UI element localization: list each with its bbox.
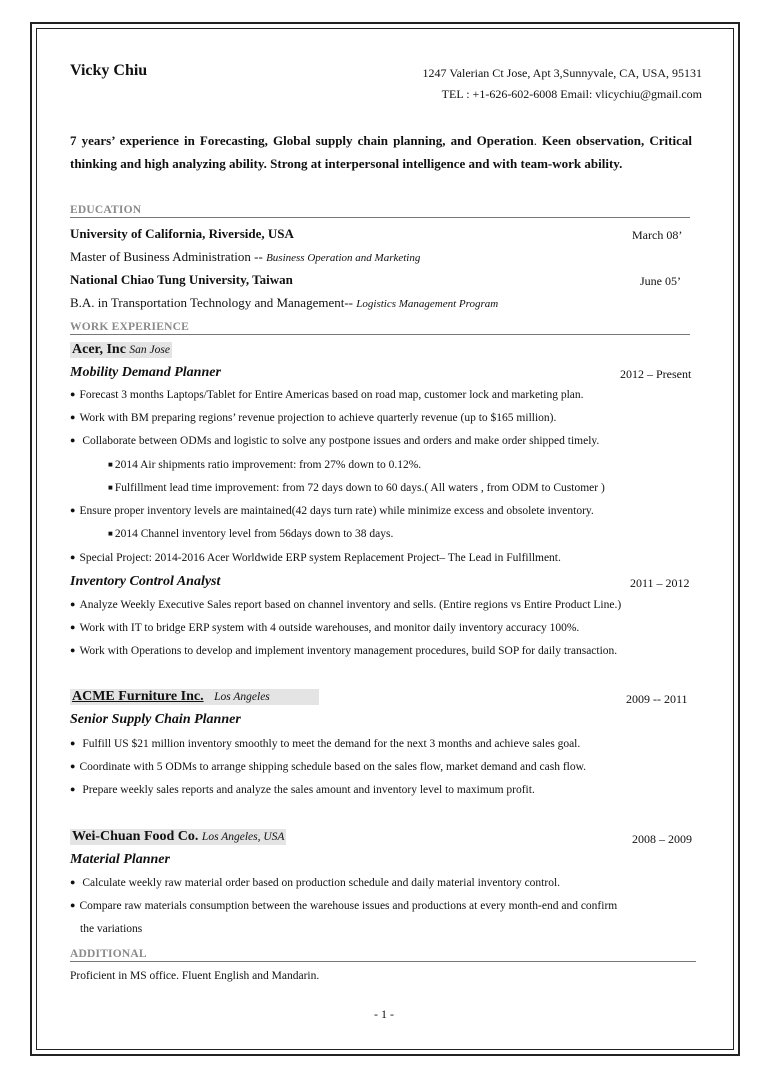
weichuan-bullet-1-text: Calculate weekly raw material order based on production schedule and daily material inventory control. xyxy=(79,877,561,889)
candidate-name: Vicky Chiu xyxy=(70,62,148,79)
acme-location: Los Angeles xyxy=(214,691,270,703)
acer-bullet-1 xyxy=(70,389,584,401)
bullet-icon: ● xyxy=(70,435,76,445)
acer-bullet-1-text: Forecast 3 months Laptops/Tablet for Entire Americas based on road map, customer lock and marketing plan. xyxy=(79,389,584,401)
weichuan-bullet-2-continuation: the variations xyxy=(80,923,143,935)
page-number: - 1 - xyxy=(374,1007,394,1021)
acer-bullet-2 xyxy=(70,412,556,424)
school-2-name: National Chiao Tung University, Taiwan xyxy=(70,272,293,287)
acer-company-name: Acer, Inc xyxy=(72,342,126,357)
acer-bullet-5 xyxy=(70,552,561,564)
bullet-icon: ● xyxy=(70,622,76,632)
bullet-icon: ● xyxy=(70,599,76,609)
additional-heading: ADDITIONAL xyxy=(70,947,696,962)
acme-company xyxy=(70,689,319,705)
additional-text: Proficient in MS office. Fluent English and Mandarin. xyxy=(70,970,320,982)
acer-bullet-4-text: Ensure proper inventory levels are maintained(42 days turn rate) while minimize excess and obsolete inventory. xyxy=(79,505,594,517)
acer-role-2-dates: 2011 – 2012 xyxy=(630,576,690,590)
acme-bullet-2-text: Coordinate with 5 ODMs to arrange shipping schedule based on the sales flow, market demand and cash flow. xyxy=(79,761,587,773)
weichuan-dates: 2008 – 2009 xyxy=(632,832,692,846)
weichuan-company-name: Wei-Chuan Food Co. xyxy=(72,829,199,844)
acer-ica-bullet-1 xyxy=(70,599,621,611)
bullet-icon: ● xyxy=(70,412,76,422)
acer-location: San Jose xyxy=(129,344,170,356)
acer-ica-bullet-2-text: Work with IT to bridge ERP system with 4 outside warehouses, and monitor daily inventory accuracy 100%. xyxy=(79,622,580,634)
acer-ica-bullet-2 xyxy=(70,622,579,634)
school-1-degree xyxy=(70,249,420,265)
acme-title: Senior Supply Chain Planner xyxy=(70,712,241,727)
acme-bullet-2 xyxy=(70,761,586,773)
sub-bullet-icon: ■ xyxy=(108,483,113,492)
school-1-focus: Business Operation and Marketing xyxy=(266,252,421,264)
acer-bullet-3-text: Collaborate between ODMs and logistic to solve any postpone issues and orders and make order shipped timely. xyxy=(79,435,600,447)
bullet-icon: ● xyxy=(70,738,76,748)
acer-ica-bullet-3-text: Work with Operations to develop and implement inventory management procedures, build SOP for daily transaction. xyxy=(79,645,618,657)
school-1-name: University of California, Riverside, USA xyxy=(70,226,294,241)
sub-bullet-icon: ■ xyxy=(108,529,113,538)
acer-sub-bullet-1 xyxy=(108,459,421,471)
acme-bullet-1-text: Fulfill US $21 million inventory smoothly to meet the demand for the next 3 months and achieve sales goal. xyxy=(79,738,581,750)
weichuan-bullet-2 xyxy=(70,900,617,912)
work-heading: WORK EXPERIENCE xyxy=(70,320,690,335)
acer-sub-bullet-2 xyxy=(108,482,605,494)
bullet-icon: ● xyxy=(70,877,76,887)
school-1-date: March 08’ xyxy=(632,228,683,242)
school-2-degree-text: B.A. in Transportation Technology and Management-- xyxy=(70,295,357,310)
acer-role-1-dates: 2012 – Present xyxy=(620,367,692,381)
acme-bullet-1 xyxy=(70,738,580,750)
acme-bullet-3-text: Prepare weekly sales reports and analyze the sales amount and inventory level to maximum profit. xyxy=(79,784,535,796)
acer-role-1-title: Mobility Demand Planner xyxy=(70,365,221,380)
weichuan-location: Los Angeles, USA xyxy=(201,831,285,843)
acer-company xyxy=(70,342,172,358)
acer-sub-bullet-2-text: Fulfillment lead time improvement: from 72 days down to 60 days.( All waters , from ODM to Customer ) xyxy=(114,482,605,494)
weichuan-company xyxy=(70,829,286,845)
weichuan-title: Material Planner xyxy=(70,852,170,867)
education-heading: EDUCATION xyxy=(70,203,690,218)
acme-bullet-3 xyxy=(70,784,535,796)
bullet-icon: ● xyxy=(70,761,76,771)
acer-bullet-3 xyxy=(70,435,599,447)
acer-bullet-5-text: Special Project: 2014-2016 Acer Worldwide ERP system Replacement Project– The Lead in Fulfillment. xyxy=(79,552,561,564)
acme-company-name: ACME Furniture Inc. xyxy=(72,689,204,704)
bullet-icon: ● xyxy=(70,784,76,794)
acme-dates: 2009 -- 2011 xyxy=(626,692,688,706)
summary xyxy=(70,129,692,175)
acer-sub-bullet-1-text: 2014 Air shipments ratio improvement: from 27% down to 0.12%. xyxy=(114,459,422,471)
school-2-date: June 05’ xyxy=(640,274,681,288)
school-1-degree-text: Master of Business Administration -- xyxy=(70,249,267,264)
bullet-icon: ● xyxy=(70,552,76,562)
acer-sub-bullet-3 xyxy=(108,528,393,540)
school-2-focus: Logistics Management Program xyxy=(356,298,499,310)
weichuan-bullet-2-text: Compare raw materials consumption between the warehouse issues and productions at every month-end and confirm xyxy=(79,900,618,912)
address: 1247 Valerian Ct Jose, Apt 3,Sunnyvale, CA, USA, 95131 xyxy=(422,66,702,80)
acer-bullet-2-text: Work with BM preparing regions’ revenue projection to achieve quarterly revenue (up to $165 million). xyxy=(79,412,557,424)
bullet-icon: ● xyxy=(70,505,76,515)
acer-bullet-4 xyxy=(70,505,594,517)
school-2-degree xyxy=(70,295,498,311)
acer-role-2-title: Inventory Control Analyst xyxy=(70,574,221,589)
contact-info: TEL : +1-626-602-6008 Email: vlicychiu@gmail.com xyxy=(441,87,702,101)
acer-sub-bullet-3-text: 2014 Channel inventory level from 56days down to 38 days. xyxy=(114,528,394,540)
bullet-icon: ● xyxy=(70,645,76,655)
bullet-icon: ● xyxy=(70,900,76,910)
summary-sep: . xyxy=(533,133,537,148)
summary-part2: Keen observation, Critical thinking and high analyzing ability. Strong at interpersonal intelligence and with team-work ability. xyxy=(70,133,692,171)
bullet-icon: ● xyxy=(70,389,76,399)
acer-ica-bullet-3 xyxy=(70,645,617,657)
weichuan-bullet-1 xyxy=(70,877,560,889)
sub-bullet-icon: ■ xyxy=(108,460,113,469)
acer-ica-bullet-1-text: Analyze Weekly Executive Sales report based on channel inventory and sells. (Entire regions vs Entire Product Line.) xyxy=(79,599,622,611)
summary-part1: 7 years’ experience in Forecasting, Global supply chain planning, and Operation xyxy=(70,133,534,148)
